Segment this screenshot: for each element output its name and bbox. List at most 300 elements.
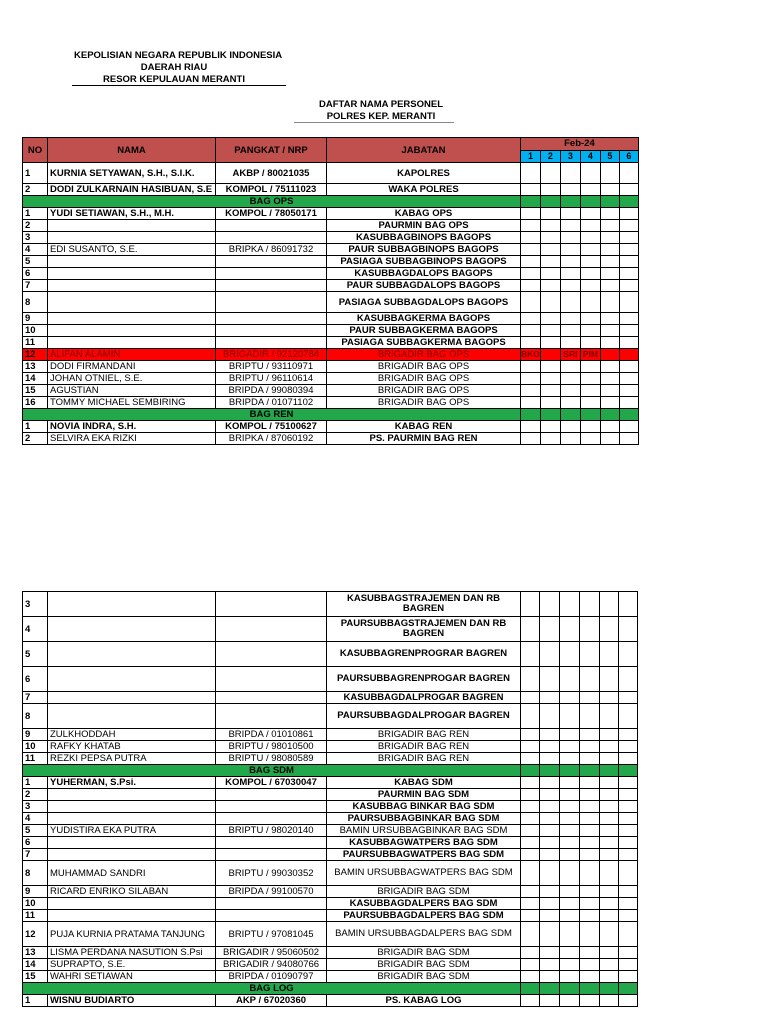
table-row <box>23 777 638 789</box>
day-cell <box>600 385 619 397</box>
day-cell <box>580 910 600 922</box>
day-cell <box>521 292 541 313</box>
day-cell <box>619 849 638 861</box>
day-cell <box>580 753 600 765</box>
day-cell <box>580 397 600 409</box>
day-cell <box>560 753 580 765</box>
table-row <box>23 592 638 617</box>
day-cell <box>521 692 540 704</box>
no-cell: 1 <box>23 995 48 1007</box>
day-cell <box>521 667 540 692</box>
rank-cell: BRIGADIR / 95060502 <box>216 947 327 959</box>
day-cell <box>619 983 638 995</box>
day-cell <box>619 861 638 886</box>
day-cell <box>521 861 540 886</box>
no-cell: 5 <box>23 825 48 837</box>
day-cell <box>521 163 541 184</box>
table-row <box>23 729 638 741</box>
day-cell <box>619 995 638 1007</box>
name-cell <box>48 592 216 617</box>
rank-cell <box>216 232 327 244</box>
day-cell <box>540 959 560 971</box>
day-cell <box>521 849 540 861</box>
day-cell <box>521 801 540 813</box>
name-cell: YUDISTIRA EKA PUTRA <box>48 825 216 837</box>
title-underline <box>294 122 454 123</box>
position-cell: PAURSUBBAGDALPROGAR BAGREN <box>327 704 521 729</box>
day-cell <box>540 397 560 409</box>
no-cell: 3 <box>23 801 48 813</box>
day-cell <box>619 692 638 704</box>
rank-cell: KOMPOL / 75111023 <box>216 184 327 196</box>
day-cell <box>600 592 619 617</box>
table-row <box>23 642 638 667</box>
day-cell <box>619 729 638 741</box>
name-cell: REZKI PEPSA PUTRA <box>48 753 216 765</box>
name-cell <box>48 292 216 313</box>
day-cell <box>619 886 638 898</box>
no-cell: 7 <box>23 692 48 704</box>
rank-cell <box>216 268 327 280</box>
day-cell <box>580 256 600 268</box>
position-cell: KABAG REN <box>327 421 521 433</box>
position-cell: KABAG SDM <box>327 777 521 789</box>
day-cell <box>560 325 580 337</box>
day-cell <box>560 813 580 825</box>
day-cell <box>560 729 580 741</box>
rank-cell <box>216 642 327 667</box>
no-cell: 3 <box>23 232 48 244</box>
no-cell: 13 <box>23 361 48 373</box>
no-cell: 11 <box>23 910 48 922</box>
day-cell <box>560 268 580 280</box>
section-row <box>23 409 639 421</box>
rank-cell: AKBP / 80021035 <box>216 163 327 184</box>
no-cell: 5 <box>23 256 48 268</box>
position-cell: PAUR SUBBAGBINOPS BAGOPS <box>327 244 521 256</box>
day-cell <box>540 849 560 861</box>
day-cell <box>521 421 541 433</box>
day-cell <box>560 592 580 617</box>
day-cell <box>600 361 619 373</box>
letterhead-underline <box>72 85 286 86</box>
table-row <box>23 232 639 244</box>
day-cell <box>600 825 619 837</box>
rank-cell: BRIPTU / 98080589 <box>216 753 327 765</box>
day-cell <box>560 789 580 801</box>
day-cell <box>560 313 580 325</box>
no-cell: 2 <box>23 789 48 801</box>
day-cell <box>560 196 580 208</box>
table-row <box>23 667 638 692</box>
day-cell <box>560 886 580 898</box>
position-cell: PAURMIN BAG OPS <box>327 220 521 232</box>
day-cell <box>540 753 560 765</box>
position-cell: BRIGADIR BAG SDM <box>327 971 521 983</box>
day-cell <box>521 196 541 208</box>
no-cell: 9 <box>23 313 48 325</box>
name-cell <box>48 268 216 280</box>
day-cell <box>580 184 600 196</box>
day-cell <box>560 232 580 244</box>
position-cell: BRIGADIR BAG OPS <box>327 397 521 409</box>
day-cell <box>600 704 619 729</box>
position-cell: PAURSUBBAGBINKAR BAG SDM <box>327 813 521 825</box>
day-cell <box>540 196 560 208</box>
position-cell: BRIGADIR BAG REN <box>327 741 521 753</box>
position-cell: BAMIN URSUBBAGWATPERS BAG SDM <box>327 861 521 886</box>
column-header-pangkat: PANGKAT / NRP <box>216 138 327 163</box>
day-cell <box>619 292 638 313</box>
day-cell <box>619 910 638 922</box>
institution-name: KEPOLISIAN NEGARA REPUBLIK INDONESIA <box>74 50 283 61</box>
day-cell <box>619 325 638 337</box>
position-cell: KASUBBAG BINKAR BAG SDM <box>327 801 521 813</box>
day-cell <box>521 244 541 256</box>
day-cell <box>521 256 541 268</box>
rank-cell: BRIPKA / 86091732 <box>216 244 327 256</box>
day-cell <box>619 385 638 397</box>
rank-cell <box>216 667 327 692</box>
no-cell: 2 <box>23 184 48 196</box>
day-cell <box>560 801 580 813</box>
name-cell: ZULKHODDAH <box>48 729 216 741</box>
position-cell: WAKA POLRES <box>327 184 521 196</box>
position-cell: BRIGADIR BAG SDM <box>327 947 521 959</box>
day-cell <box>600 971 619 983</box>
day-cell <box>619 244 638 256</box>
day-cell <box>600 232 619 244</box>
day-cell <box>540 373 560 385</box>
rank-cell <box>216 692 327 704</box>
name-cell: EDI SUSANTO, S.E. <box>48 244 216 256</box>
day-cell <box>540 292 560 313</box>
table-row <box>23 971 638 983</box>
position-cell: BAMIN URSUBBAGDALPERS BAG SDM <box>327 922 521 947</box>
name-cell: SELVIRA EKA RIZKI <box>48 433 216 445</box>
table-row <box>23 337 639 349</box>
day-cell <box>600 667 619 692</box>
day-cell <box>580 801 600 813</box>
no-cell: 1 <box>23 208 48 220</box>
day-cell <box>600 313 619 325</box>
rank-cell <box>216 801 327 813</box>
table-row <box>23 244 639 256</box>
day-cell <box>600 433 619 445</box>
day-cell <box>600 995 619 1007</box>
day-cell <box>580 667 600 692</box>
day-cell <box>600 789 619 801</box>
day-cell <box>540 910 560 922</box>
day-cell <box>580 837 600 849</box>
name-cell: NOVIA INDRA, S.H. <box>48 421 216 433</box>
day-cell <box>600 244 619 256</box>
day-cell <box>521 741 540 753</box>
position-cell: KASUBBAGBINOPS BAGOPS <box>327 232 521 244</box>
day-cell <box>580 692 600 704</box>
no-cell: 2 <box>23 433 48 445</box>
day-cell <box>600 741 619 753</box>
no-cell: 4 <box>23 813 48 825</box>
day-cell <box>521 886 540 898</box>
name-cell <box>48 667 216 692</box>
name-cell: KURNIA SETYAWAN, S.H., S.I.K. <box>48 163 216 184</box>
document-subtitle: POLRES KEP. MERANTI <box>326 111 436 122</box>
day-cell <box>580 947 600 959</box>
day-cell <box>619 801 638 813</box>
no-cell: 3 <box>23 592 48 617</box>
day-cell <box>619 256 638 268</box>
day-header: 4 <box>580 150 600 163</box>
day-cell <box>540 421 560 433</box>
position-cell: BRIGADIR BAG OPS <box>327 385 521 397</box>
day-cell <box>580 592 600 617</box>
day-cell <box>580 208 600 220</box>
name-cell <box>48 910 216 922</box>
day-cell <box>521 898 540 910</box>
day-cell <box>580 325 600 337</box>
day-cell <box>600 801 619 813</box>
day-cell <box>560 777 580 789</box>
no-cell: 14 <box>23 373 48 385</box>
no-cell: 1 <box>23 421 48 433</box>
day-cell <box>619 421 638 433</box>
name-cell: WAHRI SETIAWAN <box>48 971 216 983</box>
table-row <box>23 910 638 922</box>
day-header: 6 <box>619 150 638 163</box>
position-cell: KASUBBAGWATPERS BAG SDM <box>327 837 521 849</box>
table-row <box>23 385 639 397</box>
name-cell: TOMMY MICHAEL SEMBIRING <box>48 397 216 409</box>
day-cell <box>521 220 541 232</box>
day-cell <box>580 409 600 421</box>
name-cell <box>48 837 216 849</box>
name-cell: RAFKY KHATAB <box>48 741 216 753</box>
day-cell: SRI <box>560 349 580 361</box>
day-cell <box>619 789 638 801</box>
day-cell <box>521 825 540 837</box>
day-cell <box>580 898 600 910</box>
position-cell: PAUR SUBBAGKERMA BAGOPS <box>327 325 521 337</box>
rank-cell <box>216 292 327 313</box>
day-cell <box>540 256 560 268</box>
day-cell <box>600 729 619 741</box>
day-cell <box>540 861 560 886</box>
day-cell <box>619 971 638 983</box>
no-cell: 1 <box>23 163 48 184</box>
name-cell <box>48 692 216 704</box>
day-cell <box>580 244 600 256</box>
rank-cell: BRIPDA / 01010861 <box>216 729 327 741</box>
day-cell <box>619 922 638 947</box>
no-cell: 12 <box>23 349 48 361</box>
name-cell: YUHERMAN, S.Psi. <box>48 777 216 789</box>
day-cell <box>540 995 560 1007</box>
day-cell <box>580 617 600 642</box>
day-cell <box>619 268 638 280</box>
day-cell <box>600 813 619 825</box>
document-title: DAFTAR NAMA PERSONEL <box>318 99 444 110</box>
day-header: 3 <box>560 150 580 163</box>
day-cell <box>580 421 600 433</box>
day-cell <box>560 361 580 373</box>
day-cell <box>619 184 638 196</box>
day-cell <box>540 208 560 220</box>
day-cell <box>521 337 541 349</box>
day-header: 2 <box>540 150 560 163</box>
day-cell <box>619 667 638 692</box>
rank-cell <box>216 704 327 729</box>
day-cell <box>521 813 540 825</box>
table-row <box>23 801 638 813</box>
day-cell <box>600 397 619 409</box>
position-cell: KASUBBAGDALPERS BAG SDM <box>327 898 521 910</box>
day-cell <box>580 373 600 385</box>
day-cell <box>600 409 619 421</box>
day-cell <box>521 959 540 971</box>
day-cell <box>600 861 619 886</box>
day-cell <box>521 971 540 983</box>
position-cell: BRIGADIR BAG SDM <box>327 959 521 971</box>
rank-cell <box>216 910 327 922</box>
day-cell <box>540 825 560 837</box>
day-cell <box>580 825 600 837</box>
day-cell <box>600 349 619 361</box>
rank-cell: KOMPOL / 78050171 <box>216 208 327 220</box>
name-cell <box>48 220 216 232</box>
resort-name: RESOR KEPULAUAN MERANTI <box>103 74 245 85</box>
rank-cell: BRIPDA / 99100570 <box>216 886 327 898</box>
no-cell: 4 <box>23 617 48 642</box>
day-cell <box>521 361 541 373</box>
day-cell <box>540 361 560 373</box>
day-cell <box>600 184 619 196</box>
day-cell <box>580 337 600 349</box>
day-cell <box>560 898 580 910</box>
position-cell: BRIGADIR BAG SDM <box>327 886 521 898</box>
day-cell <box>560 397 580 409</box>
rank-cell <box>216 337 327 349</box>
name-cell: ALIFAN ALAMIN <box>48 349 216 361</box>
name-cell: LISMA PERDANA NASUTION S.Psi <box>48 947 216 959</box>
day-cell <box>580 777 600 789</box>
day-cell <box>600 765 619 777</box>
day-cell <box>619 592 638 617</box>
name-cell: RICARD ENRIKO SILABAN <box>48 886 216 898</box>
no-cell: 15 <box>23 971 48 983</box>
table-row <box>23 789 638 801</box>
day-cell <box>600 256 619 268</box>
no-cell: 8 <box>23 704 48 729</box>
position-cell: PAURSUBBAGWATPERS BAG SDM <box>327 849 521 861</box>
day-cell <box>560 959 580 971</box>
day-cell <box>540 898 560 910</box>
no-cell: 5 <box>23 642 48 667</box>
day-cell <box>540 642 560 667</box>
table-row <box>23 886 638 898</box>
name-cell <box>48 325 216 337</box>
day-cell <box>619 837 638 849</box>
name-cell <box>48 789 216 801</box>
day-cell <box>580 704 600 729</box>
table-row <box>23 349 639 361</box>
name-cell <box>48 313 216 325</box>
day-cell <box>580 741 600 753</box>
no-cell: 9 <box>23 729 48 741</box>
no-cell: 8 <box>23 861 48 886</box>
rank-cell <box>216 898 327 910</box>
day-cell <box>560 433 580 445</box>
table-row <box>23 813 638 825</box>
column-header-jabatan: JABATAN <box>327 138 521 163</box>
no-cell: 6 <box>23 837 48 849</box>
position-cell: PAURSUBBAGDALPERS BAG SDM <box>327 910 521 922</box>
name-cell: YUDI SETIAWAN, S.H., M.H. <box>48 208 216 220</box>
name-cell: PUJA KURNIA PRATAMA TANJUNG <box>48 922 216 947</box>
day-cell: PIM <box>580 349 600 361</box>
day-cell <box>540 741 560 753</box>
day-cell <box>619 898 638 910</box>
section-title: BAG OPS <box>23 196 521 208</box>
day-cell <box>619 825 638 837</box>
table-row <box>23 825 638 837</box>
rank-cell <box>216 837 327 849</box>
section-title: BAG REN <box>23 409 521 421</box>
day-cell <box>521 910 540 922</box>
table-row <box>23 184 639 196</box>
day-cell <box>521 617 540 642</box>
day-cell <box>600 910 619 922</box>
section-row <box>23 765 638 777</box>
day-cell <box>521 922 540 947</box>
table-row <box>23 220 639 232</box>
position-cell: BRIGADIR BAG REN <box>327 729 521 741</box>
day-cell <box>521 184 541 196</box>
day-cell <box>619 959 638 971</box>
no-cell: 11 <box>23 337 48 349</box>
position-cell: KASUBBAGDALOPS BAGOPS <box>327 268 521 280</box>
rank-cell <box>216 592 327 617</box>
table-row <box>23 704 638 729</box>
position-cell: KABAG OPS <box>327 208 521 220</box>
day-cell <box>540 313 560 325</box>
rank-cell: BRIGADIR / 94080766 <box>216 959 327 971</box>
day-cell <box>521 789 540 801</box>
table-row <box>23 280 639 292</box>
day-cell <box>580 361 600 373</box>
day-cell <box>560 995 580 1007</box>
rank-cell <box>216 280 327 292</box>
day-cell <box>580 385 600 397</box>
table-row <box>23 421 639 433</box>
position-cell: BRIGADIR BAG OPS <box>327 361 521 373</box>
day-header: 5 <box>600 150 619 163</box>
personnel-table-page-2 <box>22 591 638 1007</box>
day-cell <box>619 232 638 244</box>
day-cell <box>521 729 540 741</box>
day-cell <box>521 409 541 421</box>
table-row <box>23 861 638 886</box>
day-cell <box>521 837 540 849</box>
no-cell: 2 <box>23 220 48 232</box>
day-cell <box>580 765 600 777</box>
no-cell: 10 <box>23 741 48 753</box>
day-cell <box>560 861 580 886</box>
day-cell <box>521 777 540 789</box>
day-cell <box>560 421 580 433</box>
day-cell <box>540 789 560 801</box>
day-cell <box>540 244 560 256</box>
